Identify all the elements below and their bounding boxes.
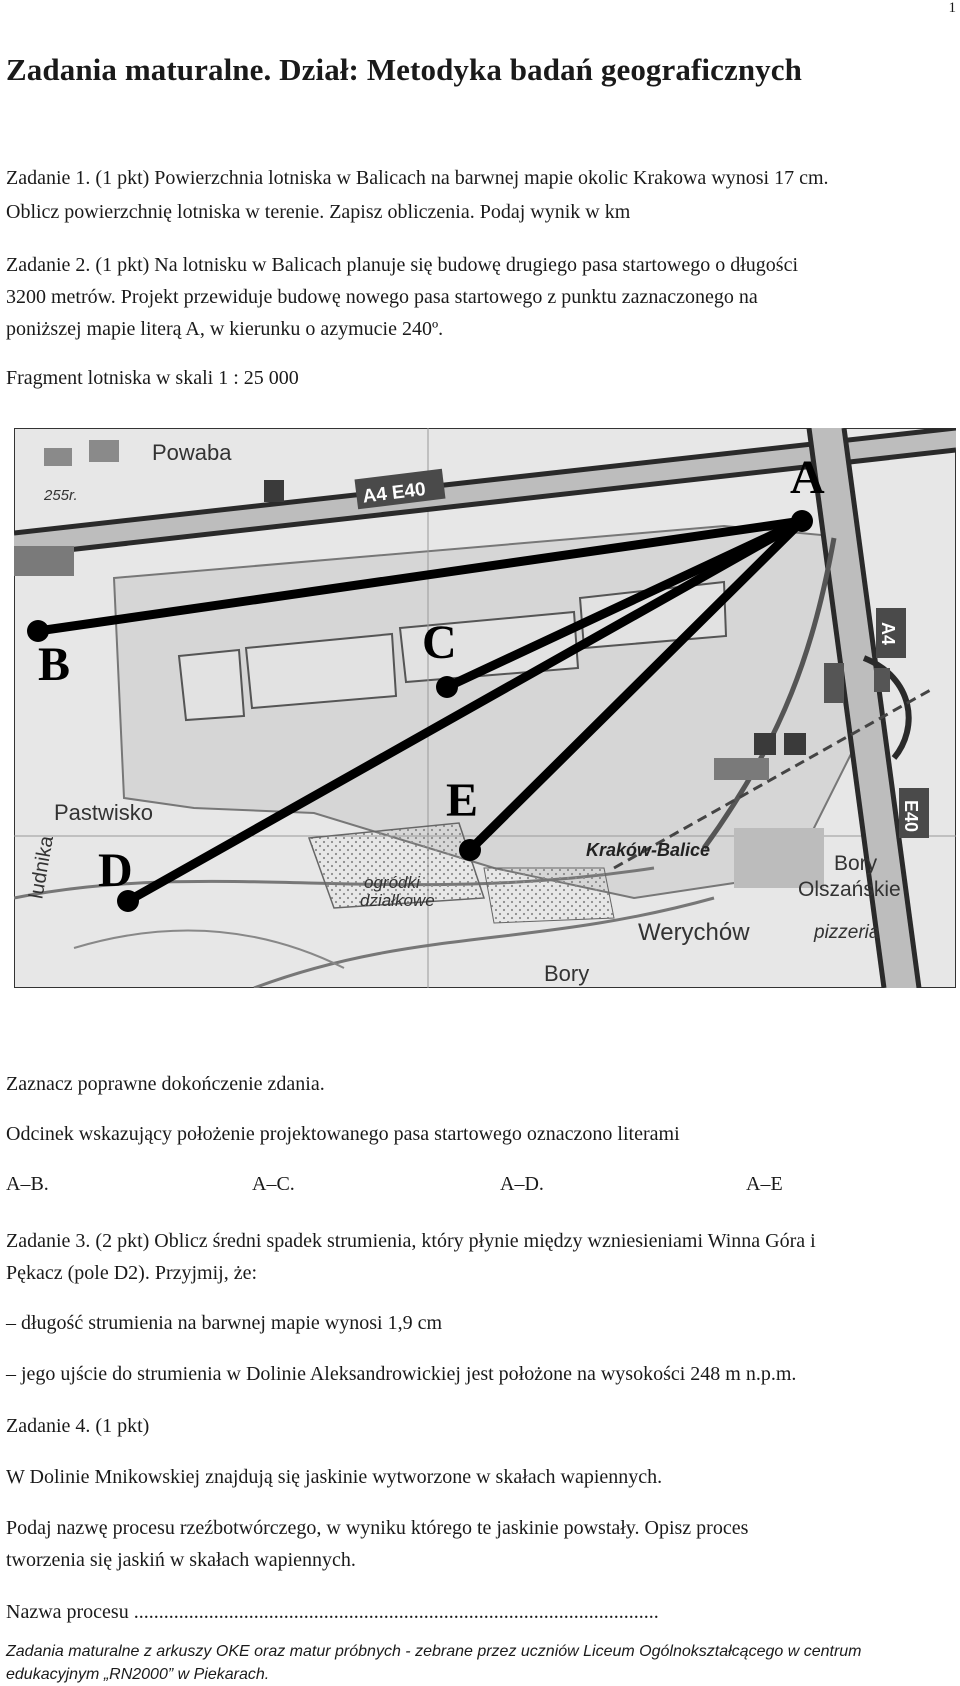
task4-line1: W Dolinie Mnikowskiej znajdują się jaskinie wytworzone w skałach wapiennych. — [6, 1466, 663, 1488]
task2-line1: Zadanie 2. (1 pkt) Na lotnisku w Balicach planuje się budowę drugiego pasa startowego o długości — [6, 254, 799, 276]
footer-line2: edukacyjnym „RN2000” w Piekarach. — [6, 1666, 270, 1683]
task3-line2: Pękacz (pole D2). Przyjmij, że: — [6, 1262, 258, 1284]
point-d-label: D — [98, 844, 133, 897]
task1-line1: Zadanie 1. (1 pkt) Powierzchnia lotniska w Balicach na barwnej mapie okolic Krakowa wynosi 17 cm. — [6, 167, 829, 189]
footer — [6, 1640, 946, 1686]
task3-bullet2: – jego ujście do strumienia w Dolinie Aleksandrowickiej jest położone na wysokości 248 m n.p.m. — [6, 1363, 797, 1385]
footer-line1: Zadania maturalne z arkuszy OKE oraz matur próbnych - zebrane przez uczniów Liceum Ogólnokształcącego w centrum — [6, 1643, 862, 1660]
label-elevation: 255r. — [44, 487, 78, 504]
page-number: 1 — [948, 0, 956, 16]
point-a-marker — [791, 510, 813, 532]
task2-line2: 3200 metrów. Projekt przewiduje budowę nowego pasa startowego z punktu zaznaczonego na — [6, 286, 758, 308]
label-powaba: Powaba — [152, 440, 232, 465]
label-pastwisko: Pastwisko — [54, 800, 154, 825]
task2-question: Odcinek wskazujący położenie projektowanego pasa startowego oznaczono literami — [6, 1123, 680, 1145]
task1-line2: Oblicz powierzchnię lotniska w terenie. Zapisz obliczenia. Podaj wynik w km — [6, 201, 631, 223]
label-krakow-balice: Kraków-Balice — [586, 840, 711, 860]
map-caption: Fragment lotniska w skali 1 : 25 000 — [6, 367, 299, 389]
point-e-label: E — [446, 774, 479, 827]
option-a-e[interactable]: A–E — [746, 1173, 783, 1195]
label-pizzeria: pizzeria — [814, 922, 880, 943]
task2-line3: poniższej mapie literą A, w kierunku o azymucie 240º. — [6, 318, 444, 340]
point-e-marker — [459, 839, 481, 861]
label-a4-e40: A4 E40 — [361, 478, 427, 508]
task3-line1: Zadanie 3. (2 pkt) Oblicz średni spadek strumienia, który płynie między wzniesieniami Winna Góra i — [6, 1230, 816, 1252]
point-c-label: C — [422, 616, 457, 669]
point-a-label: A — [790, 451, 825, 504]
point-b-label: B — [38, 638, 71, 691]
option-a-b[interactable]: A–B. — [6, 1173, 49, 1195]
task4-header: Zadanie 4. (1 pkt) — [6, 1415, 150, 1437]
task3-bullet1: – długość strumienia na barwnej mapie wynosi 1,9 cm — [6, 1312, 443, 1334]
airport-map — [14, 428, 956, 988]
label-rudnik: ludnika — [25, 834, 59, 901]
label-bory: Bory — [544, 961, 590, 986]
label-ogrodki-1: ogródki — [364, 873, 420, 892]
page-title: Zadania maturalne. Dział: Metodyka badań geograficznych — [6, 52, 802, 87]
label-bory-2: Olszańskie — [798, 878, 901, 901]
label-a4: A4 — [878, 622, 898, 646]
label-bory-1: Bory — [834, 852, 878, 875]
point-c-marker — [436, 676, 458, 698]
task4-line3: tworzenia się jaskiń w skałach wapiennych. — [6, 1549, 356, 1571]
option-a-c[interactable]: A–C. — [252, 1173, 295, 1195]
task2-instruction: Zaznacz poprawne dokończenie zdania. — [6, 1073, 325, 1095]
label-e40: E40 — [901, 800, 921, 833]
task4-answer-line[interactable]: Nazwa procesu ......................................................................................................... — [6, 1601, 659, 1623]
label-werychow: Werychów — [638, 919, 750, 946]
label-ogrodki-2: działkowe — [360, 891, 435, 910]
task4-line2: Podaj nazwę procesu rzeźbotwórczego, w wyniku którego te jaskinie powstały. Opisz proces — [6, 1517, 749, 1539]
option-a-d[interactable]: A–D. — [500, 1173, 544, 1195]
